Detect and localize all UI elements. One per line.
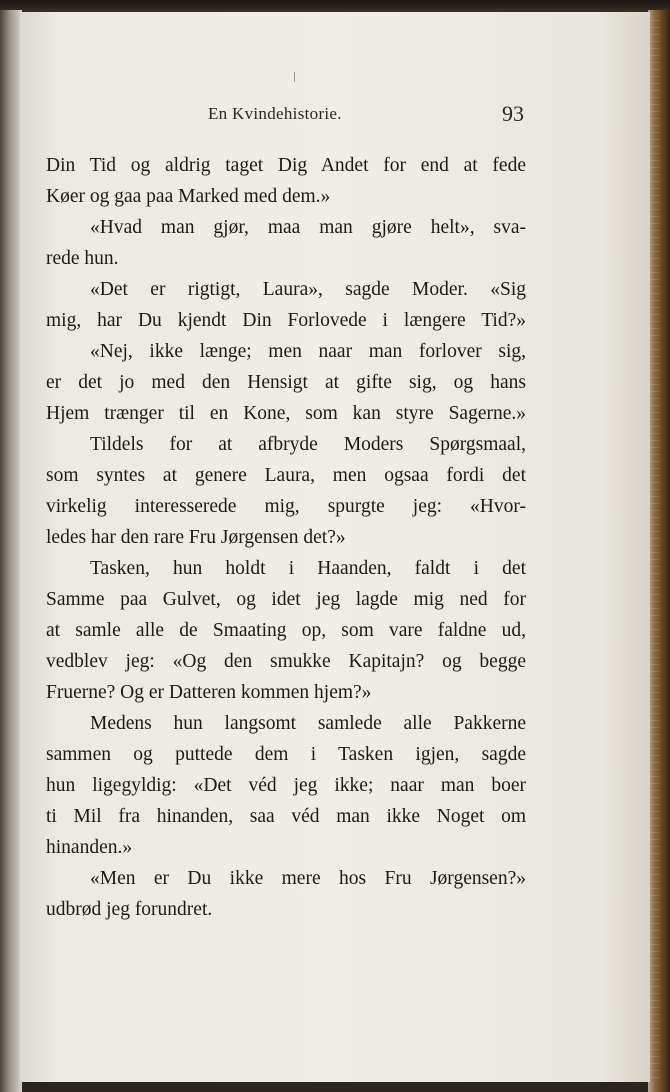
text-line: Tildels for at afbryde Moders Spørgsmaal, [90,434,526,455]
page-number: 93 [502,101,524,126]
text-line: Hjem trænger til en Kone, som kan styre Sagerne.» [46,403,526,424]
text-line: Fruerne? Og er Datteren kommen hjem?» [46,682,372,703]
text-line: «Men er Du ikke mere hos Fru Jørgensen?» [90,868,526,889]
text-line: ti Mil fra hinanden, saa véd man ikke Noget om [46,806,526,827]
scan-frame-top [0,0,670,12]
text-line: «Det er rigtigt, Laura», sagde Moder. «Sig [90,279,526,300]
text-line: rede hun. [46,248,119,269]
text-line: hinanden.» [46,837,133,858]
running-title: En Kvindehistorie. [208,104,342,123]
page-edge-lines [650,20,660,1080]
book-page [20,12,650,1082]
text-line: virkelig interesserede mig, spurgte jeg: «Hvor- [46,496,526,517]
text-line: Tasken, hun holdt i Haanden, faldt i det [90,558,526,579]
text-line: Køer og gaa paa Marked med dem.» [46,186,331,207]
text-line: udbrød jeg forundret. [46,899,213,920]
text-line: som syntes at genere Laura, men ogsaa fordi det [46,465,526,486]
text-line: «Hvad man gjør, maa man gjøre helt», sva- [90,217,526,238]
ink-mark [294,72,295,82]
binding-gutter [0,10,22,1092]
text-line: er det jo med den Hensigt at gifte sig, og hans [46,372,526,393]
page-header [20,101,650,134]
text-line: Samme paa Gulvet, og idet jeg lagde mig ned for [46,589,526,610]
body-text [46,150,526,925]
text-line: hun ligegyldig: «Det véd jeg ikke; naar man boer [46,775,526,796]
text-line: «Nej, ikke længe; men naar man forlover sig, [90,341,526,362]
text-line: Din Tid og aldrig taget Dig Andet for end at fede [46,155,526,176]
text-line: sammen og puttede dem i Tasken igjen, sagde [46,744,526,765]
text-line: at samle alle de Smaating op, som vare faldne ud, [46,620,526,641]
text-line: Medens hun langsomt samlede alle Pakkerne [90,713,526,734]
text-line: mig, har Du kjendt Din Forlovede i længere Tid?» [46,310,526,331]
text-line: vedblev jeg: «Og den smukke Kapitajn? og begge [46,651,526,672]
text-line: ledes har den rare Fru Jørgensen det?» [46,527,346,548]
